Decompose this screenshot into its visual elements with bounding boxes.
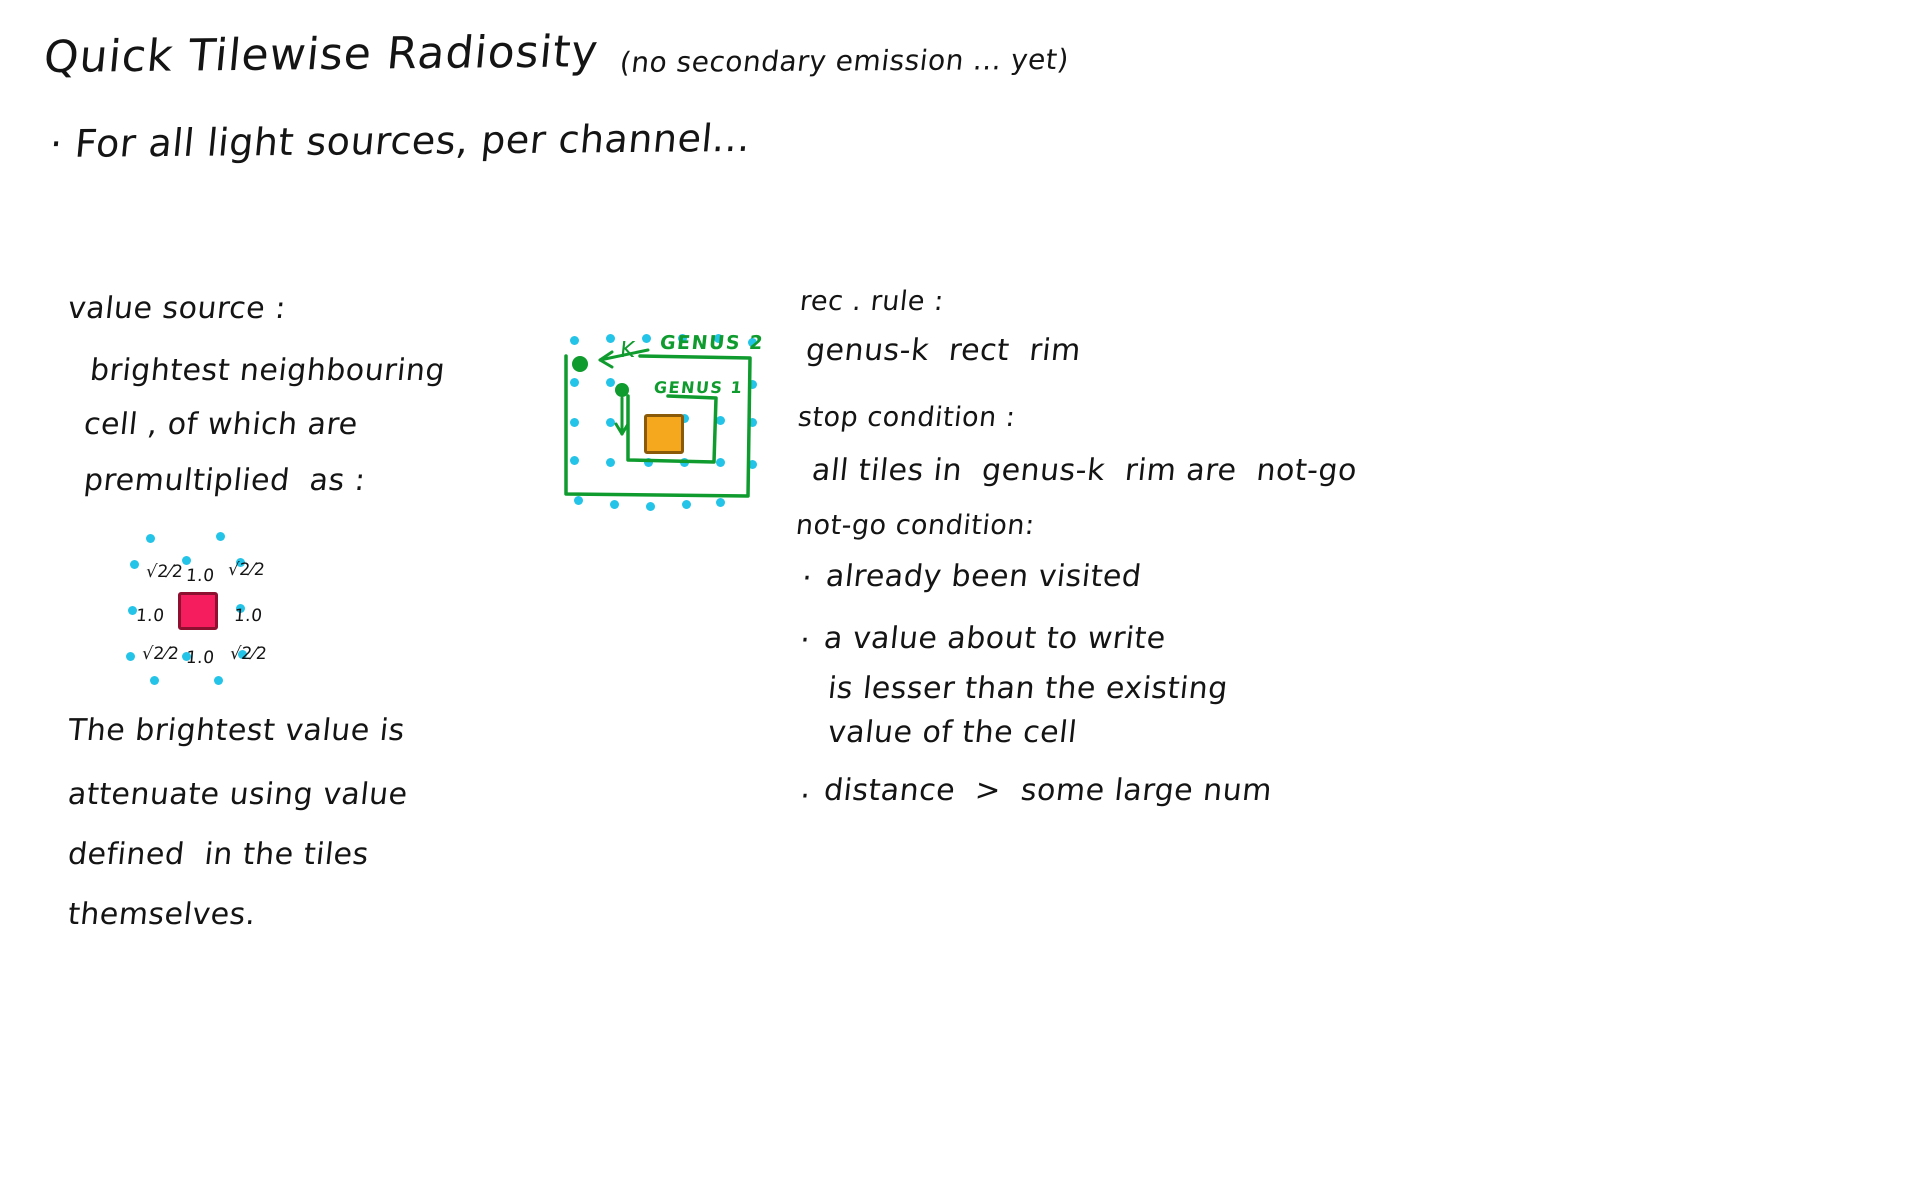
genus-dot xyxy=(606,334,615,343)
closing-line-3: defined in the tiles xyxy=(66,837,371,872)
genus-dot xyxy=(646,502,655,511)
weight-cell-3: 1.0 xyxy=(135,606,166,626)
not-go-bullet-3: · xyxy=(798,779,812,814)
weight-cell-0: √2⁄2 xyxy=(145,562,185,582)
page-title: Quick Tilewise Radiosity xyxy=(41,26,601,83)
value-source-line-2: cell , of which are xyxy=(82,407,360,442)
rec-rule-heading: rec . rule : xyxy=(798,286,946,317)
k-arrow-head xyxy=(600,352,612,367)
genus-dot xyxy=(570,418,579,427)
genus-dot xyxy=(716,498,725,507)
closing-line-4: themselves. xyxy=(66,897,258,932)
genus-dot xyxy=(570,456,579,465)
stop-condition-heading: stop condition : xyxy=(796,402,1018,433)
genus-dot xyxy=(570,378,579,387)
grid-dot xyxy=(214,676,223,685)
genus-dot xyxy=(610,500,619,509)
grid-dot xyxy=(150,676,159,685)
value-source-line-1: brightest neighbouring xyxy=(88,353,447,388)
genus-dot xyxy=(682,500,691,509)
genus-1-label: GENUS 1 xyxy=(653,378,745,397)
weight-cell-7: 1.0 xyxy=(185,648,216,668)
stop-condition-text: all tiles in genus-k rim are not-go xyxy=(810,453,1359,488)
not-go-item-3-line-1: distance > some large num xyxy=(822,773,1274,808)
closing-line-1: The brightest value is xyxy=(66,713,407,748)
genus-dot xyxy=(716,458,725,467)
genus-dot xyxy=(606,418,615,427)
weight-cell-1: 1.0 xyxy=(185,566,216,586)
grid-dot xyxy=(216,532,225,541)
genus-1-start-dot xyxy=(615,383,629,397)
grid-dot xyxy=(126,652,135,661)
not-go-item-2-line-1: a value about to write xyxy=(822,621,1168,656)
source-cell-swatch xyxy=(178,592,218,630)
genus-dot xyxy=(574,496,583,505)
value-source-heading: value source : xyxy=(66,291,288,326)
center-tile-swatch xyxy=(644,414,684,454)
genus-2-start-dot xyxy=(572,356,588,372)
genus-dot xyxy=(748,418,757,427)
weight-cell-2: √2⁄2 xyxy=(227,560,267,580)
grid-dot xyxy=(130,560,139,569)
genus-1-arrow-head xyxy=(616,424,628,434)
not-go-item-1-line-1: already been visited xyxy=(824,559,1144,594)
grid-dot xyxy=(146,534,155,543)
page-title-note: (no secondary emission ... yet) xyxy=(618,42,1071,79)
weight-cell-6: √2⁄2 xyxy=(141,644,181,664)
page-subtitle: · For all light sources, per channel... xyxy=(47,115,753,166)
rec-rule-text: genus-k rect rim xyxy=(804,333,1083,368)
genus-dot xyxy=(606,378,615,387)
genus-dot xyxy=(748,460,757,469)
genus-dot xyxy=(644,458,653,467)
genus-dot xyxy=(570,336,579,345)
closing-line-2: attenuate using value xyxy=(66,777,410,812)
value-source-line-3: premultiplied as : xyxy=(82,463,368,498)
genus-dot xyxy=(606,458,615,467)
weight-cell-5: 1.0 xyxy=(233,606,264,626)
not-go-item-2-line-2: is lesser than the existing xyxy=(826,671,1230,706)
genus-dot xyxy=(748,380,757,389)
genus-dot xyxy=(680,458,689,467)
genus-dot xyxy=(642,334,651,343)
not-go-bullet-2: · xyxy=(798,623,812,658)
weight-cell-8: √2⁄2 xyxy=(229,644,269,664)
genus-2-label: GENUS 2 xyxy=(658,332,766,354)
k-arrow-label: K xyxy=(618,338,638,363)
not-go-bullet-1: · xyxy=(800,561,814,596)
not-go-heading: not-go condition: xyxy=(794,510,1037,541)
not-go-item-2-line-3: value of the cell xyxy=(826,715,1079,750)
genus-dot xyxy=(716,416,725,425)
